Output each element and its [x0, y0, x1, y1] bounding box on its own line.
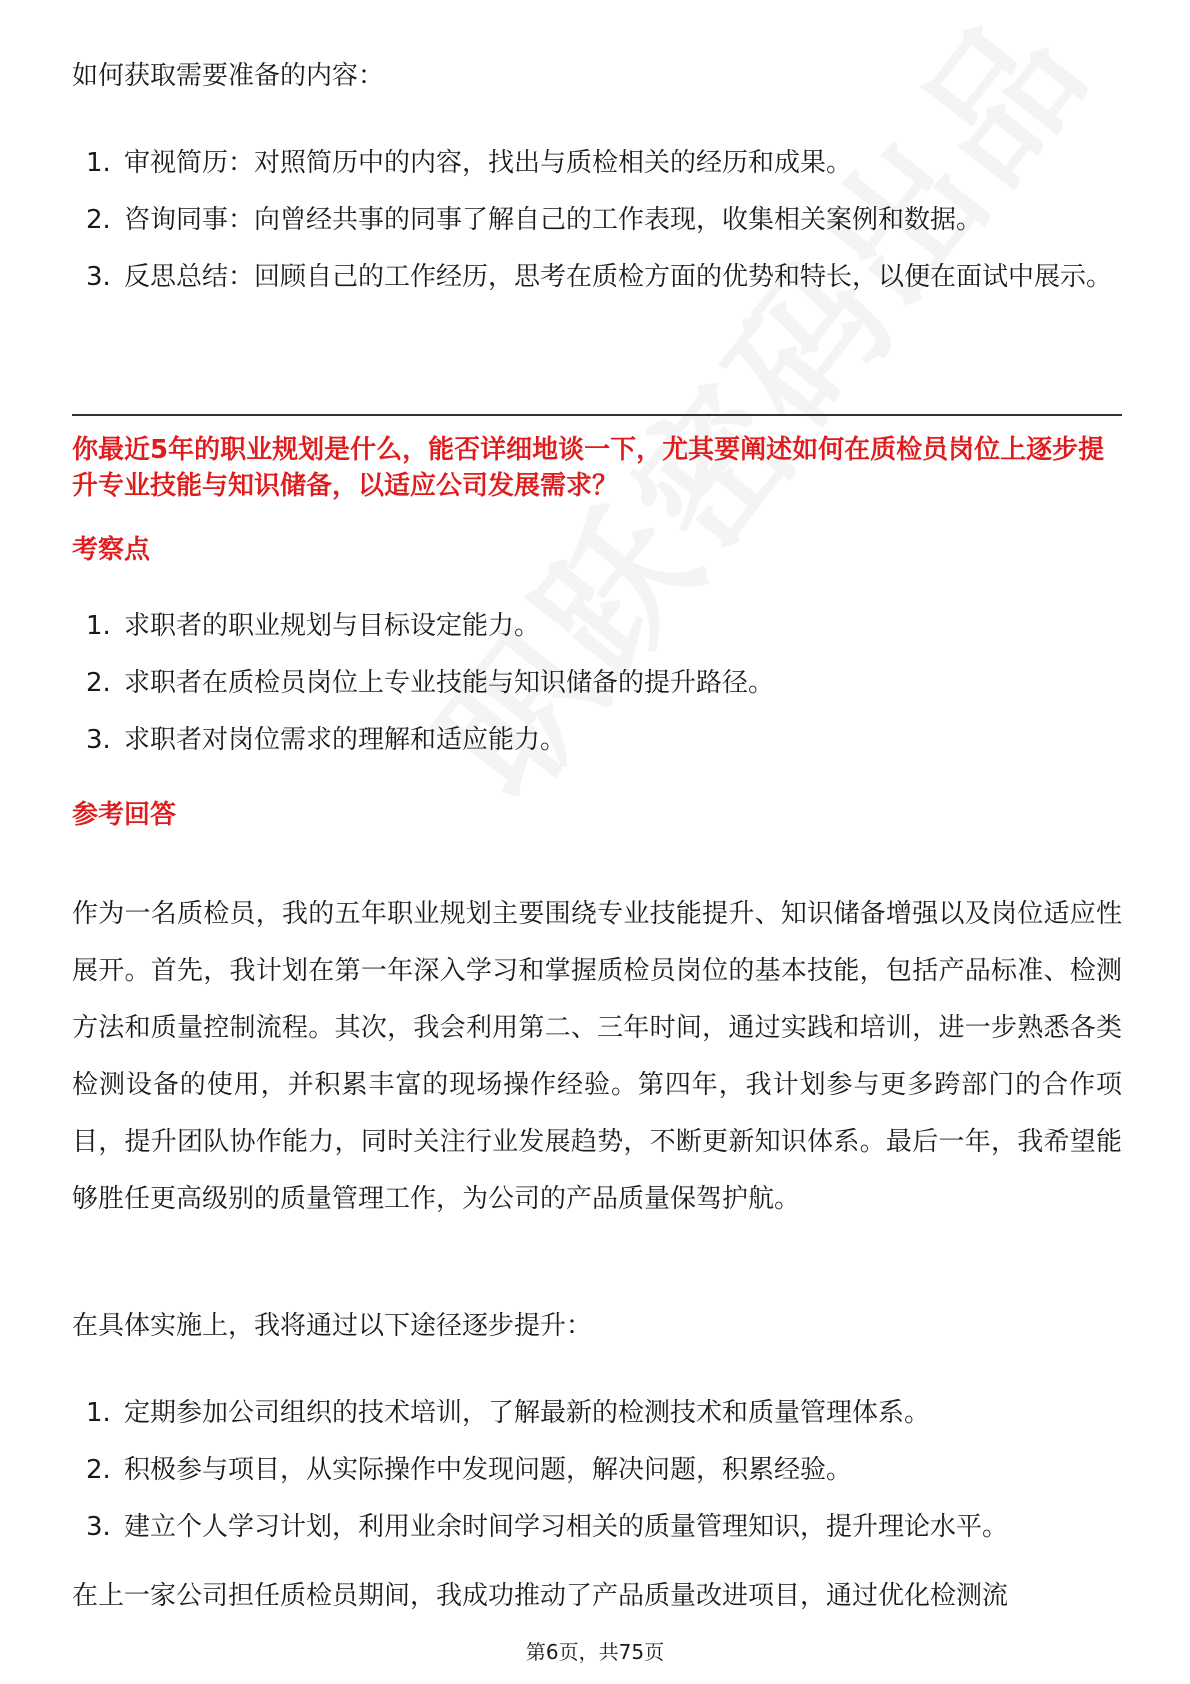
examine-heading: 考察点	[72, 535, 151, 565]
list-number: 2.	[86, 205, 111, 235]
interview-question: 你最近5年的职业规划是什么，能否详细地谈一下，尤其要阐述如何在质检员岗位上逐步提升专业技能与知识储备，以适应公司发展需求？	[72, 435, 1105, 501]
closing-line: 在上一家公司担任质检员期间，我成功推动了产品质量改进项目，通过优化检测流	[72, 1581, 1009, 1611]
intro-text: 如何获取需要准备的内容：	[72, 61, 385, 91]
list-text: 定期参加公司组织的技术培训，了解最新的检测技术和质量管理体系。	[124, 1398, 931, 1428]
list-item	[86, 135, 1122, 192]
list-number: 1.	[86, 1398, 111, 1428]
list-item	[86, 1442, 1122, 1499]
section-divider	[72, 414, 1122, 416]
answer-heading: 参考回答	[72, 800, 177, 830]
list-number: 3.	[86, 725, 111, 755]
list-text: 求职者的职业规划与目标设定能力。	[124, 611, 541, 641]
list-number: 3.	[86, 1512, 111, 1542]
list-item	[86, 1499, 1122, 1556]
implementation-steps-list	[86, 1385, 1122, 1556]
page-number: 第6页，共75页	[525, 1640, 665, 1664]
list-text: 求职者在质检员岗位上专业技能与知识储备的提升路径。	[124, 668, 775, 698]
list-item	[86, 192, 1122, 249]
list-item	[86, 598, 1122, 655]
answer-paragraph: 作为一名质检员，我的五年职业规划主要围绕专业技能提升、知识储备增强以及岗位适应性展开。首先，我计划在第一年深入学习和掌握质检员岗位的基本技能，包括产品标准、检测方法和质量控制流程。其次，我会利用第二、三年时间，通过实践和培训，进一步熟悉各类检测设备的使用，并积累丰富的现场操作经验。第四年，我计划参与更多跨部门的合作项目，提升团队协作能力，同时关注行业发展趋势，不断更新知识体系。最后一年，我希望能够胜任更高级别的质量管理工作，为公司的产品质量保驾护航。	[72, 899, 1122, 1214]
list-text: 审视简历：对照简历中的内容，找出与质检相关的经历和成果。	[124, 148, 853, 178]
list-item	[86, 249, 1122, 306]
list-item	[86, 1385, 1122, 1442]
list-number: 1.	[86, 611, 111, 641]
list-number: 3.	[86, 262, 111, 292]
list-text: 求职者对岗位需求的理解和适应能力。	[124, 725, 567, 755]
list-text: 积极参与项目，从实际操作中发现问题，解决问题，积累经验。	[124, 1455, 853, 1485]
list-text: 反思总结：回顾自己的工作经历，思考在质检方面的优势和特长，以便在面试中展示。	[124, 262, 1113, 292]
list-item	[86, 712, 1122, 769]
implementation-intro: 在具体实施上，我将通过以下途径逐步提升：	[72, 1311, 593, 1341]
examine-points-list	[86, 598, 1122, 769]
list-item	[86, 655, 1122, 712]
list-text: 咨询同事：向曾经共事的同事了解自己的工作表现，收集相关案例和数据。	[124, 205, 983, 235]
list-text: 建立个人学习计划，利用业余时间学习相关的质量管理知识，提升理论水平。	[124, 1512, 1009, 1542]
list-number: 1.	[86, 148, 111, 178]
list-number: 2.	[86, 668, 111, 698]
prep-steps-list	[86, 135, 1122, 306]
list-number: 2.	[86, 1455, 111, 1485]
